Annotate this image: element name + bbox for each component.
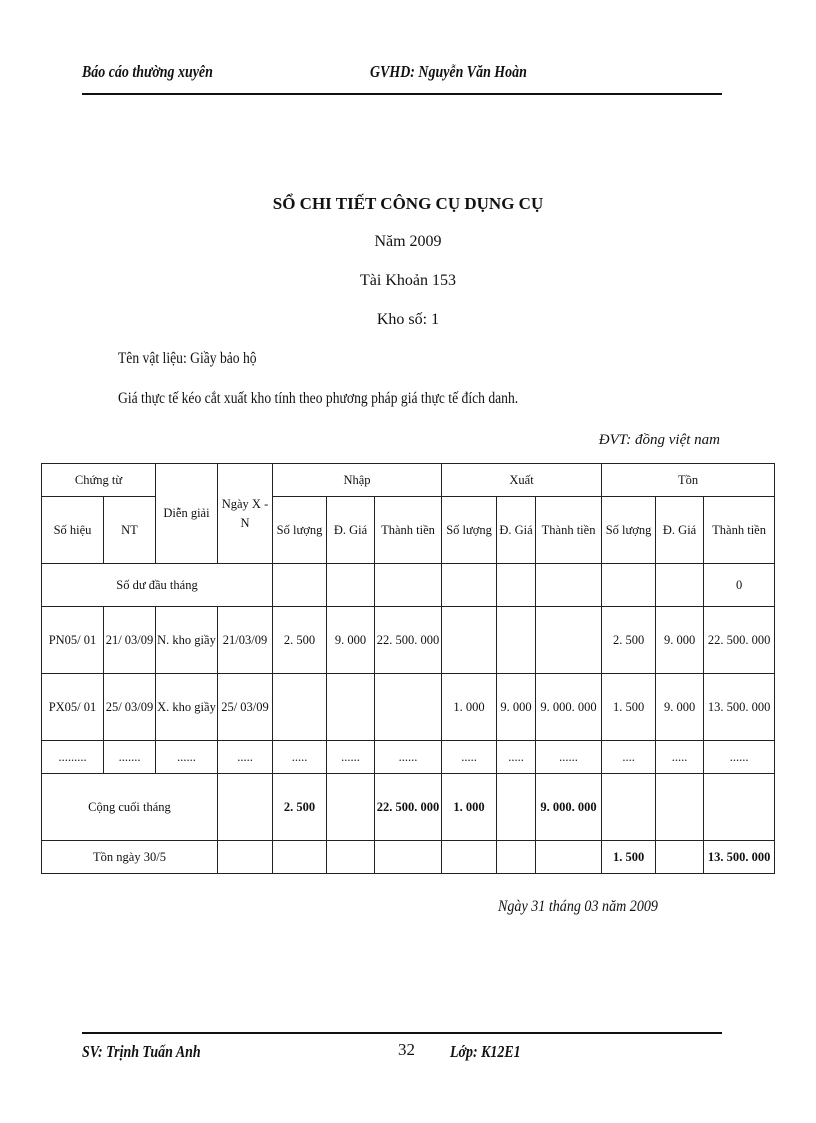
row-stock-qty: 2. 500 <box>602 607 656 674</box>
header-document: Chứng từ <box>42 464 156 497</box>
row-out-amount <box>536 607 602 674</box>
header-import: Nhập <box>273 464 442 497</box>
header-export: Xuất <box>442 464 602 497</box>
row-stock-price: 9. 000 <box>656 674 704 741</box>
opening-label: Số dư đầu tháng <box>42 564 273 607</box>
ledger-year: Năm 2009 <box>374 233 442 250</box>
ledger-account: Tài Khoản 153 <box>360 272 456 289</box>
ellipsis-cell: ...... <box>536 741 602 774</box>
total-out-qty: 1. 000 <box>442 774 497 841</box>
row-out-price: 9. 000 <box>497 674 536 741</box>
row-doc-date: 25/ 03/09 <box>104 674 156 741</box>
row-description: X. kho giầy <box>156 674 218 741</box>
row-in-amount: 22. 500. 000 <box>375 607 442 674</box>
row-date: 21/03/09 <box>218 607 273 674</box>
row-in-price: 9. 000 <box>327 607 375 674</box>
row-out-qty <box>442 607 497 674</box>
ellipsis-cell: ...... <box>375 741 442 774</box>
header-in-amount: Thành tiền <box>375 497 442 564</box>
row-in-qty: 2. 500 <box>273 607 327 674</box>
header-out-price: Đ. Giá <box>497 497 536 564</box>
footer-class: Lớp: K12E1 <box>450 1042 521 1061</box>
header-out-amount: Thành tiền <box>536 497 602 564</box>
ledger-table <box>41 463 775 874</box>
header-stock: Tồn <box>602 464 775 497</box>
ellipsis-cell: .... <box>602 741 656 774</box>
ellipsis-cell: ......... <box>42 741 104 774</box>
closing-label: Tồn ngày 30/5 <box>42 841 218 874</box>
row-stock-price: 9. 000 <box>656 607 704 674</box>
ellipsis-row <box>42 741 775 774</box>
footer-student: SV: Trịnh Tuấn Anh <box>82 1042 201 1061</box>
ellipsis-cell: ...... <box>156 741 218 774</box>
header-doc-date: NT <box>104 497 156 564</box>
closing-amount: 13. 500. 000 <box>704 841 775 874</box>
header-rule <box>82 93 722 95</box>
header-description: Diễn giải <box>156 464 218 564</box>
currency-unit: ĐVT: đồng việt nam <box>598 432 720 448</box>
row-description: N. kho giầy <box>156 607 218 674</box>
header-in-price: Đ. Giá <box>327 497 375 564</box>
ellipsis-cell: ..... <box>442 741 497 774</box>
valuation-method: Giá thực tế kéo cắt xuất kho tính theo phương pháp giá thực tế đích danh. <box>118 390 519 407</box>
ellipsis-cell: ..... <box>218 741 273 774</box>
row-in-amount <box>375 674 442 741</box>
closing-balance-row <box>42 841 775 874</box>
closing-qty: 1. 500 <box>602 841 656 874</box>
table-row <box>42 674 775 741</box>
opening-balance-row <box>42 564 775 607</box>
sign-date: Ngày 31 tháng 03 năm 2009 <box>498 898 658 915</box>
total-in-amount: 22. 500. 000 <box>375 774 442 841</box>
ellipsis-cell: ..... <box>497 741 536 774</box>
row-stock-qty: 1. 500 <box>602 674 656 741</box>
material-name: Tên vật liệu: Giầy bảo hộ <box>118 350 257 367</box>
header-left: Báo cáo thường xuyên <box>82 62 213 81</box>
month-total-row <box>42 774 775 841</box>
header-stock-amount: Thành tiền <box>704 497 775 564</box>
ledger-warehouse: Kho số: 1 <box>376 311 440 328</box>
footer-rule <box>82 1032 722 1034</box>
row-stock-amount: 22. 500. 000 <box>704 607 775 674</box>
row-in-qty <box>273 674 327 741</box>
ledger-title: SỔ CHI TIẾT CÔNG CỤ DỤNG CỤ <box>272 194 544 213</box>
row-in-price <box>327 674 375 741</box>
ellipsis-cell: ...... <box>704 741 775 774</box>
page-number: 32 <box>398 1040 415 1059</box>
row-stock-amount: 13. 500. 000 <box>704 674 775 741</box>
row-out-amount: 9. 000. 000 <box>536 674 602 741</box>
row-doc-date: 21/ 03/09 <box>104 607 156 674</box>
row-date: 25/ 03/09 <box>218 674 273 741</box>
row-out-qty: 1. 000 <box>442 674 497 741</box>
row-doc-no: PX05/ 01 <box>42 674 104 741</box>
header-doc-no: Số hiệu <box>42 497 104 564</box>
header-date: Ngày X - N <box>218 464 273 564</box>
total-label: Cộng cuối tháng <box>42 774 218 841</box>
opening-amount: 0 <box>704 564 775 607</box>
total-out-amount: 9. 000. 000 <box>536 774 602 841</box>
header-stock-price: Đ. Giá <box>656 497 704 564</box>
ellipsis-cell: ...... <box>327 741 375 774</box>
header-in-qty: Số lượng <box>273 497 327 564</box>
ellipsis-cell: ....... <box>104 741 156 774</box>
header-out-qty: Số lượng <box>442 497 497 564</box>
row-doc-no: PN05/ 01 <box>42 607 104 674</box>
table-row <box>42 607 775 674</box>
header-stock-qty: Số lượng <box>602 497 656 564</box>
ellipsis-cell: ..... <box>656 741 704 774</box>
row-out-price <box>497 607 536 674</box>
total-in-qty: 2. 500 <box>273 774 327 841</box>
header-right: GVHD: Nguyễn Văn Hoàn <box>370 62 527 81</box>
ellipsis-cell: ..... <box>273 741 327 774</box>
